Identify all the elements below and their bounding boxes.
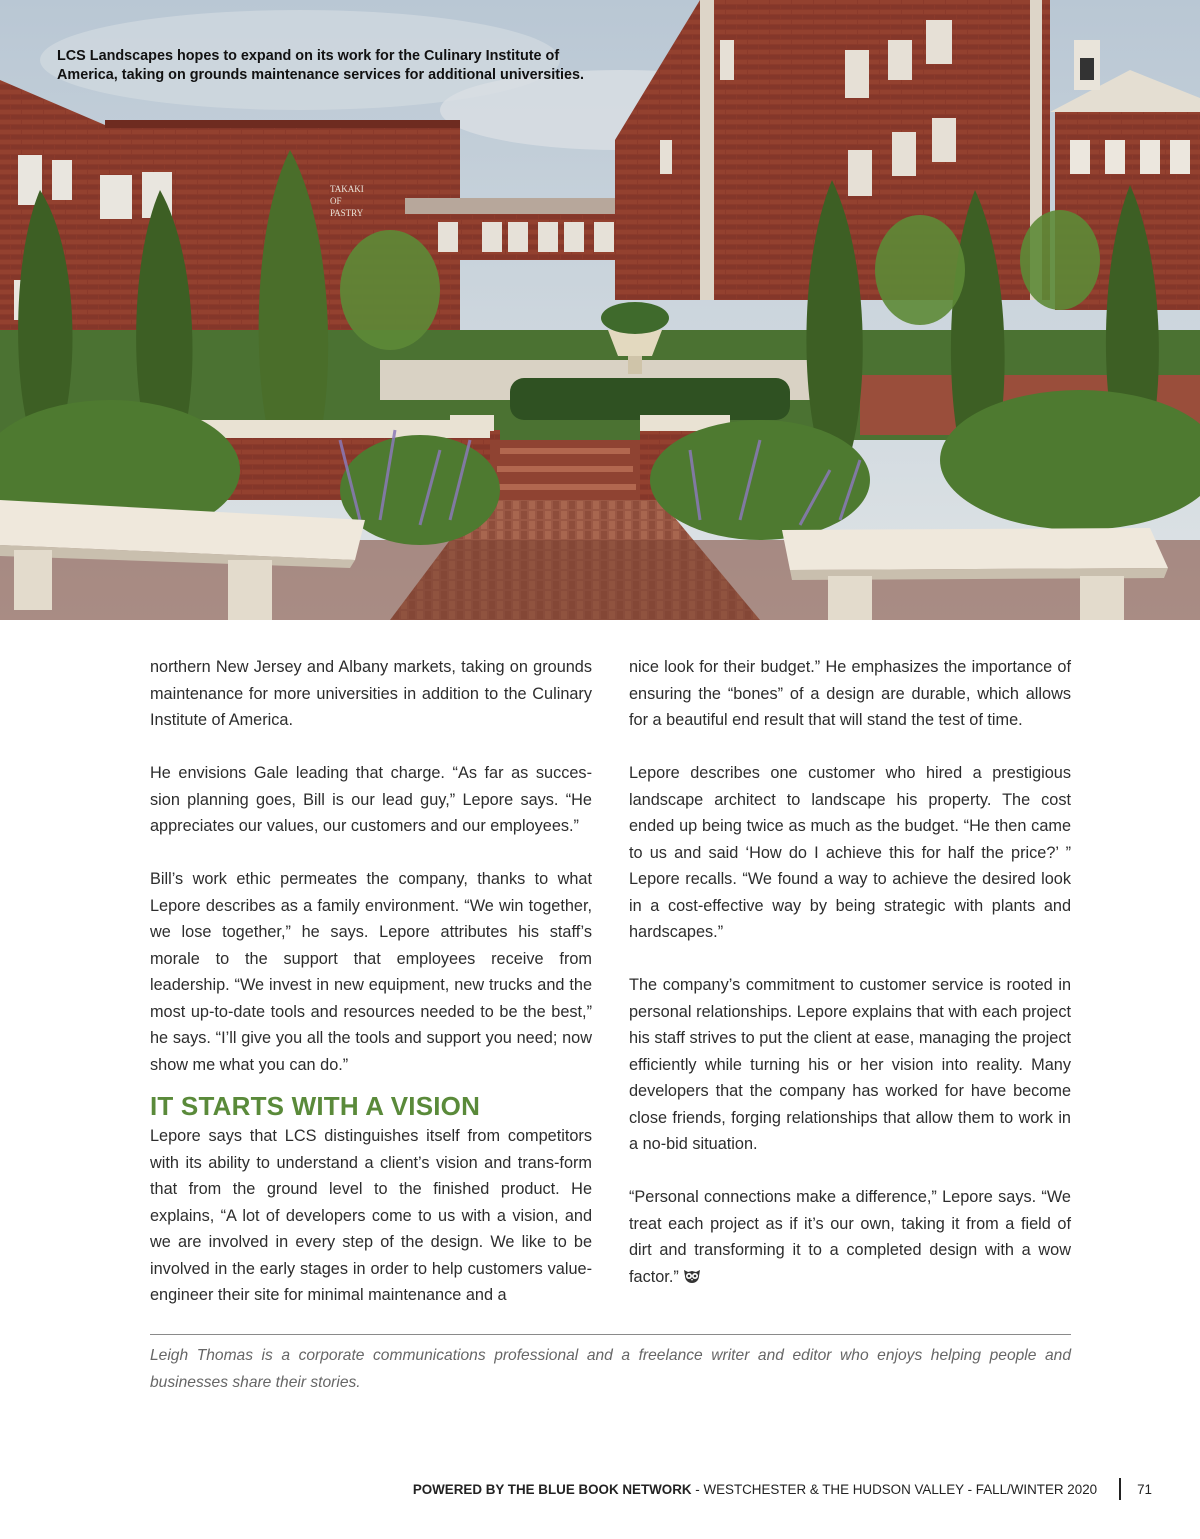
paragraph: Bill’s work ethic permeates the company, thanks to what Lepore describes as a family environment. “We win together, we lose together,” he says. Lepore attributes his staff’s morale to the support that employees receive from leadership. “We invest in new equipment, new trucks and the most up-to-date tools and resources needed to be the best,” he says. “I’ll give you all the tools and support you need; now show me what you can do.” [150, 870, 592, 1074]
owl-icon [683, 1266, 701, 1293]
paragraph: The company’s commitment to customer service is rooted in personal relationships. Lepore explains that with each project his staff strives to put the client at ease, managing the project efficiently while turning his or her vision into reality. Many developers that the company has worked for have become close friends, forging relationships that allow them to work in a no-bid situation. [629, 976, 1071, 1153]
hero-photo [0, 0, 1200, 620]
paragraph: He envisions Gale leading that charge. “As far as succes-sion planning goes, Bill is our lead guy,” Lepore says. “He appreciates our values, our customers and our employees.” [150, 764, 592, 835]
footer-separator [1119, 1478, 1121, 1500]
paragraph: Lepore describes one customer who hired a prestigious landscape architect to landscape his property. The cost ended up being twice as much as the budget. “He then came to us and said ‘How do I achieve this for half the price?’ ” Lepore recalls. “We found a way to achieve the desired look in a cost-effective way by being strategic with plants and hardscapes.” [629, 764, 1071, 941]
section-heading: IT STARTS WITH A VISION [150, 1091, 481, 1121]
closing-paragraph [629, 1184, 1071, 1292]
article-left-column [150, 654, 592, 1309]
paragraph-text: “Personal connections make a difference,” Lepore says. “We treat each project as if it’s our own, taking it from a field of dirt and transforming it to a completed design with a wow factor.” [629, 1188, 1071, 1286]
article-right-column [629, 654, 1071, 1292]
author-bio: Leigh Thomas is a corporate communications professional and a freelance writer and editor who enjoys helping people and businesses share their stories. [150, 1347, 1071, 1391]
page-footer [413, 1477, 1152, 1501]
divider [150, 1334, 1071, 1335]
paragraph: nice look for their budget.” He emphasizes the importance of ensuring the “bones” of a design are durable, which allows for a beautiful end result that will stand the test of time. [629, 658, 1071, 729]
footer-publisher: POWERED BY THE BLUE BOOK NETWORK [412, 1481, 692, 1497]
page-number: 71 [1137, 1481, 1152, 1497]
paragraph: northern New Jersey and Albany markets, taking on grounds maintenance for more universities in addition to the Culinary Institute of America. [150, 658, 592, 729]
building-sign: TAKAKI OF PASTRY [330, 184, 364, 218]
paragraph: Lepore says that LCS distinguishes itself from competitors with its ability to understand a client’s vision and trans-form that from the ground level to the finished product. He explains, “A lot of developers come to us with a vision, and we are involved in every step of the design. We like to be involved in the early stages in order to help customers value-engineer their site for minimal maintenance and a [150, 1127, 592, 1304]
campus-garden-illustration [0, 0, 1200, 620]
photo-caption: LCS Landscapes hopes to expand on its work for the Culinary Institute of America, taking on grounds maintenance services for additional universities. [57, 48, 585, 83]
footer-edition: - WESTCHESTER & THE HUDSON VALLEY - FALL/WINTER 2020 [691, 1481, 1098, 1497]
